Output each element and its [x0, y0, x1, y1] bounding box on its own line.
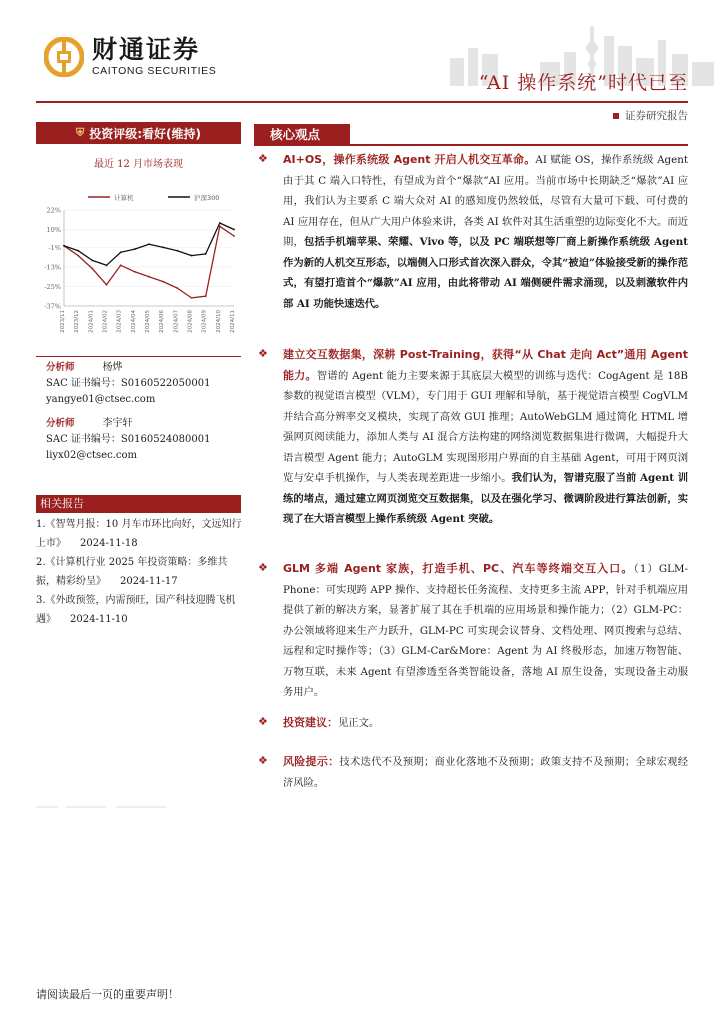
x-tick-label: 2024/08 — [187, 310, 194, 333]
performance-chart-title: 最近 12 月市场表现 — [93, 159, 184, 170]
data-point — [162, 247, 164, 249]
section-divider — [36, 356, 241, 357]
data-point — [77, 250, 79, 252]
data-point — [134, 271, 136, 273]
related-reports-heading: 相关报告 — [36, 495, 241, 513]
data-point — [106, 264, 108, 266]
data-point — [191, 297, 193, 299]
x-tick-label: 2024/03 — [116, 310, 123, 333]
y-tick-label: 10% — [46, 226, 61, 235]
core-views-title: 核心观点 — [254, 124, 350, 145]
related-report-date: 2024-11-17 — [120, 576, 178, 587]
analyst-role: 分析师 — [46, 418, 75, 429]
related-report-date: 2024-11-18 — [80, 538, 138, 549]
core-point-3-lead: GLM 多端 Agent 家族，打造手机、PC、汽车等终端交互入口。 — [283, 562, 634, 575]
risk-warning-body: 技术迭代不及预期；商业化落地不及预期；政策支持不及预期；全球宏观经济风险。 — [283, 756, 689, 789]
core-views-header — [254, 124, 688, 146]
report-type — [613, 108, 688, 123]
brand-name-en: CAITONG SECURITIES — [92, 65, 217, 77]
diamond-bullet-icon: ❖ — [258, 715, 268, 728]
shield-icon: ⛨ — [75, 126, 85, 139]
analyst-email[interactable]: yangye01@ctsec.com — [46, 394, 156, 405]
analyst-block-2 — [46, 416, 210, 464]
data-point — [91, 260, 93, 262]
core-point-2-body: 智谱的 Agent 能力主要来源于其底层大模型的训练与迭代：CogAgent 是 18B 参数的视觉语言模型（VLM），专门用于 GUI 理解和导航，基于视觉语言模型 CogVLM 并结合高分辨率交叉模块，实现了高效 GUI 推理；AutoWebGLM 通过简化 HTML 增强网页阅读能力，添加人类与 AI 混合方法构建的网络浏览数据集进行微调，大幅提升大语言模型 Agent 能力；AutoGLM 实现图形用户界面的自主基础 Agent，可用于网页浏览与安卓手机操作，与人类表现差距进一步缩小。 — [283, 369, 688, 484]
x-tick-label: 2023/11 — [60, 310, 66, 333]
analyst-block-1 — [46, 360, 210, 408]
related-report-title: 2.《计算机行业 2025 年投资策略：多维共振，精彩纷呈》 — [36, 557, 228, 587]
square-bullet-icon — [613, 113, 619, 119]
investment-advice-body: 见正文。 — [338, 717, 380, 729]
related-report-item[interactable] — [36, 591, 246, 629]
header-divider — [36, 101, 688, 103]
x-tick-label: 2024/11 — [230, 310, 236, 333]
faint-watermark-decoration — [36, 804, 171, 810]
report-headline: “AI 操作系统”时代已至 — [478, 72, 688, 94]
data-point — [191, 255, 193, 257]
x-tick-label: 2024/04 — [130, 310, 137, 333]
data-point — [77, 255, 79, 257]
x-tick-label: 2024/10 — [215, 310, 222, 333]
y-tick-label: -25% — [44, 282, 61, 291]
y-tick-label: 22% — [46, 206, 61, 215]
analyst-email[interactable]: liyx02@ctsec.com — [46, 450, 137, 461]
investment-rating-label: 投资评级:看好(维持) — [89, 126, 202, 141]
data-point — [120, 264, 122, 266]
data-point — [106, 284, 108, 286]
company-logo — [44, 36, 216, 77]
legend-label: 沪深300 — [194, 194, 220, 202]
report-type-label: 证券研究报告 — [625, 110, 688, 122]
analyst-sac-number: SAC 证书编号：S0160524080001 — [46, 434, 211, 445]
x-tick-label: 2024/07 — [173, 310, 180, 333]
core-point-1-body: AI 赋能 OS，操作系统级 Agent 由于其 C 端入口特性，有望成为首个“爆款”AI 应用。当前市场中长期缺乏“爆款”AI 应用，我们认为主要系 C 端大众对 AI 的感知度仍然较低，尽管有大量可下载、可付费的 AI 应用存在，但从广大用户体验来讲，各类 AI 软件对其生活重塑的边际变化不大。而近期， — [283, 154, 688, 248]
core-point-3-body: （1）GLM-Phone：可实现跨 APP 操作、支持超长任务流程、支持更多主流 APP，针对手机端应用提供了新的解决方案，显著扩展了其在手机端的应用场景和操作能力；（2）GLM-PC：办公领域将迎来生产力跃升，GLM-PC 可实现会议替身、文档处理、网页搜索与总结、远程和定时操作等；（3）GLM-Car&More：Agent 为 AI 终极形态，加速万物智能、万物互联，未来 Agent 有望渗透至各类智能设备，落地 AI 原生设备，实现设备主动服务用户。 — [283, 563, 688, 698]
data-point — [205, 253, 207, 255]
diamond-bullet-icon: ❖ — [258, 152, 268, 165]
related-report-item[interactable] — [36, 553, 246, 591]
diamond-bullet-icon: ❖ — [258, 754, 268, 767]
core-point-1-lead: AI+OS，操作系统级 Agent 开启人机交互革命。 — [283, 153, 536, 166]
analyst-name: 李宇轩 — [102, 418, 133, 429]
related-report-title: 1.《智驾月报：10 月车市环比向好，文远知行上市》 — [36, 519, 242, 549]
legend-label: 计算机 — [114, 194, 134, 202]
data-point — [176, 287, 178, 289]
y-tick-label: -1% — [48, 243, 61, 252]
data-point — [176, 250, 178, 252]
caitong-logo-icon — [44, 37, 84, 77]
footer-disclaimer-note: 请阅读最后一页的重要声明！ — [36, 988, 179, 1001]
related-reports-list — [36, 515, 246, 629]
diamond-bullet-icon: ❖ — [258, 561, 268, 574]
core-point-3 — [283, 559, 688, 703]
related-report-title: 3.《外政预签，内需预旺，国产科技迎腾飞机遇》 — [36, 595, 236, 625]
data-point — [148, 276, 150, 278]
market-performance-chart — [36, 188, 241, 340]
series-line-计算机 — [64, 226, 234, 298]
y-tick-label: -37% — [44, 302, 61, 311]
analyst-sac-number: SAC 证书编号：S0160522050001 — [46, 378, 211, 389]
data-point — [219, 222, 221, 224]
data-point — [134, 248, 136, 250]
data-point — [162, 281, 164, 283]
x-tick-label: 2024/01 — [88, 310, 95, 333]
data-point — [91, 268, 93, 270]
data-point — [233, 229, 235, 231]
risk-warning-lead: 风险提示： — [283, 755, 340, 768]
core-point-2 — [283, 345, 688, 530]
data-point — [63, 245, 65, 247]
core-point-5 — [283, 752, 688, 793]
x-tick-label: 2024/02 — [102, 310, 109, 333]
analyst-role: 分析师 — [46, 362, 75, 373]
y-tick-label: -13% — [44, 263, 61, 272]
x-tick-label: 2024/09 — [201, 310, 208, 333]
investment-advice-lead: 投资建议： — [283, 716, 338, 729]
analyst-name: 杨烨 — [102, 362, 123, 373]
core-point-1-bold: 包括手机端苹果、荣耀、Vivo 等，以及 PC 端联想等厂商上新操作系统级 Agent 作为新的人机交互形态，以端侧入口形式首次深入群众，令其“被迫”体验接受新的操作范式，有望打造首个“爆款”AI 应用，由此将带动 AI 端侧硬件需求涌现，以及刺激软件内部 AI 功能快速迭代。 — [283, 236, 688, 310]
related-report-date: 2024-11-10 — [70, 614, 128, 625]
x-tick-label: 2024/05 — [145, 310, 151, 333]
investment-rating-banner — [36, 122, 241, 144]
data-point — [205, 295, 207, 297]
data-point — [233, 235, 235, 237]
related-report-item[interactable] — [36, 515, 246, 553]
core-point-4 — [283, 713, 688, 734]
x-tick-label: 2023/12 — [74, 310, 81, 333]
data-point — [148, 243, 150, 245]
core-point-2-lead: 建立交互数据集，深耕 Post-Training，获得“从 Chat 走向 Act”通用 Agent 能力。 — [283, 348, 688, 382]
core-point-1 — [283, 150, 688, 314]
diamond-bullet-icon: ❖ — [258, 347, 268, 360]
data-point — [120, 251, 122, 253]
brand-name-cn: 财通证券 — [92, 35, 201, 64]
core-point-2-bold: 我们认为，智谱克服了当前 Agent 训练的堵点，通过建立网页浏览交互数据集，以及在强化学习、微调阶段进行算法创新，实现了在大语言模型上操作系统级 Agent 突破。 — [283, 472, 688, 525]
x-tick-label: 2024/06 — [159, 310, 166, 333]
